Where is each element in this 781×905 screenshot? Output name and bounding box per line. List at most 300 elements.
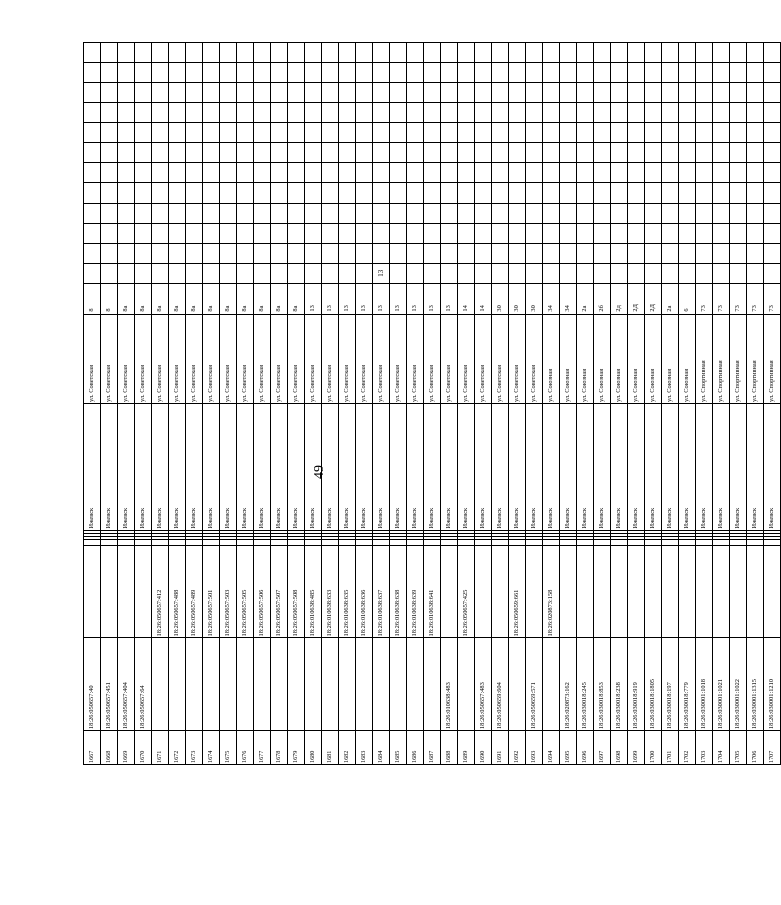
city-name: Ижевск bbox=[237, 404, 254, 531]
empty-cell bbox=[730, 123, 747, 143]
empty-cell bbox=[645, 123, 662, 143]
empty-cell bbox=[764, 143, 781, 163]
street-name: ул. Советская bbox=[254, 314, 271, 403]
city-name: Ижевск bbox=[186, 404, 203, 531]
empty-cell bbox=[594, 103, 611, 123]
cadastral-number-secondary bbox=[594, 545, 611, 638]
empty-cell bbox=[543, 83, 560, 103]
empty-cell bbox=[237, 83, 254, 103]
empty-cell bbox=[696, 143, 713, 163]
empty-cell bbox=[169, 223, 186, 243]
empty-cell bbox=[730, 63, 747, 83]
empty-cell bbox=[356, 83, 373, 103]
empty-cell bbox=[475, 123, 492, 143]
city-name: Ижевск bbox=[713, 404, 730, 531]
table-row bbox=[458, 43, 475, 765]
empty-cell bbox=[305, 203, 322, 223]
empty-cell bbox=[390, 183, 407, 203]
cadastral-number-primary bbox=[169, 638, 186, 731]
row-number: 1690 bbox=[475, 731, 492, 765]
note-number bbox=[152, 263, 169, 283]
empty-cell bbox=[373, 163, 390, 183]
empty-cell bbox=[560, 103, 577, 123]
empty-cell bbox=[373, 530, 390, 533]
note-number bbox=[594, 263, 611, 283]
empty-cell bbox=[679, 183, 696, 203]
city-name: Ижевск bbox=[203, 404, 220, 531]
empty-cell bbox=[305, 530, 322, 533]
empty-cell bbox=[662, 163, 679, 183]
cadastral-number-secondary bbox=[628, 545, 645, 638]
empty-cell bbox=[492, 83, 509, 103]
empty-cell bbox=[84, 143, 101, 163]
house-number: 13 bbox=[441, 283, 458, 314]
house-number: 14 bbox=[475, 283, 492, 314]
cadastral-number-secondary bbox=[101, 545, 118, 638]
empty-cell bbox=[713, 123, 730, 143]
empty-cell bbox=[747, 243, 764, 263]
empty-cell bbox=[577, 63, 594, 83]
empty-cell bbox=[339, 203, 356, 223]
city-name: Ижевск bbox=[730, 404, 747, 531]
house-number: 8а bbox=[152, 283, 169, 314]
street-name: ул. Союзная bbox=[560, 314, 577, 403]
table-row bbox=[526, 43, 543, 765]
empty-cell bbox=[220, 203, 237, 223]
table-row bbox=[764, 43, 781, 765]
empty-cell bbox=[220, 143, 237, 163]
empty-cell bbox=[356, 103, 373, 123]
empty-cell bbox=[747, 223, 764, 243]
house-number: 2а bbox=[577, 283, 594, 314]
row-number: 1691 bbox=[492, 731, 509, 765]
empty-cell bbox=[713, 530, 730, 533]
cadastral-number-primary: 18:26:030001:1021 bbox=[713, 638, 730, 731]
empty-cell bbox=[237, 539, 254, 545]
empty-cell bbox=[492, 63, 509, 83]
city-name: Ижевск bbox=[509, 404, 526, 531]
empty-cell bbox=[441, 530, 458, 533]
empty-cell bbox=[577, 183, 594, 203]
empty-cell bbox=[560, 533, 577, 536]
empty-cell bbox=[458, 539, 475, 545]
street-name: ул. Спортивная bbox=[747, 314, 764, 403]
cadastral-number-primary: 18:26:050657:64 bbox=[135, 638, 152, 731]
city-name: Ижевск bbox=[628, 404, 645, 531]
cadastral-number-primary bbox=[305, 638, 322, 731]
street-name: ул. Союзная bbox=[577, 314, 594, 403]
empty-cell bbox=[696, 536, 713, 539]
street-name: ул. Советская bbox=[288, 314, 305, 403]
empty-cell bbox=[220, 123, 237, 143]
street-name: ул. Советская bbox=[339, 314, 356, 403]
note-number bbox=[679, 263, 696, 283]
empty-cell bbox=[764, 223, 781, 243]
street-name: ул. Советская bbox=[220, 314, 237, 403]
empty-cell bbox=[135, 103, 152, 123]
house-number: 8а bbox=[288, 283, 305, 314]
city-name: Ижевск bbox=[458, 404, 475, 531]
empty-cell bbox=[679, 530, 696, 533]
city-name: Ижевск bbox=[288, 404, 305, 531]
empty-cell bbox=[696, 243, 713, 263]
cadastral-number-secondary: 18:26:010638:636 bbox=[356, 545, 373, 638]
cadastral-number-primary: 18:26:050657:404 bbox=[118, 638, 135, 731]
empty-cell bbox=[492, 223, 509, 243]
row-number: 1678 bbox=[271, 731, 288, 765]
empty-cell bbox=[543, 530, 560, 533]
city-name: Ижевск bbox=[220, 404, 237, 531]
empty-cell bbox=[526, 530, 543, 533]
house-number: 2а bbox=[662, 283, 679, 314]
house-number: 2Д bbox=[645, 283, 662, 314]
empty-cell bbox=[118, 203, 135, 223]
cadastral-number-secondary: 18:26:020873:158 bbox=[543, 545, 560, 638]
empty-cell bbox=[373, 183, 390, 203]
empty-cell bbox=[135, 530, 152, 533]
note-number bbox=[288, 263, 305, 283]
row-number: 1692 bbox=[509, 731, 526, 765]
cadastral-number-primary bbox=[390, 638, 407, 731]
cadastral-number-secondary bbox=[475, 545, 492, 638]
empty-cell bbox=[696, 223, 713, 243]
empty-cell bbox=[730, 243, 747, 263]
empty-cell bbox=[305, 63, 322, 83]
empty-cell bbox=[560, 123, 577, 143]
cadastral-number-secondary bbox=[118, 545, 135, 638]
cadastral-number-secondary: 18:26:050657:412 bbox=[152, 545, 169, 638]
empty-cell bbox=[356, 203, 373, 223]
note-number bbox=[543, 263, 560, 283]
empty-cell bbox=[424, 536, 441, 539]
empty-cell bbox=[220, 183, 237, 203]
table-row bbox=[730, 43, 747, 765]
empty-cell bbox=[203, 223, 220, 243]
empty-cell bbox=[424, 533, 441, 536]
cadastral-number-primary bbox=[458, 638, 475, 731]
street-name: ул. Советская bbox=[322, 314, 339, 403]
empty-cell bbox=[696, 103, 713, 123]
empty-cell bbox=[747, 203, 764, 223]
cadastral-number-secondary: 18:26:050657:507 bbox=[271, 545, 288, 638]
empty-cell bbox=[84, 243, 101, 263]
row-number: 1689 bbox=[458, 731, 475, 765]
cadastral-number-secondary bbox=[84, 545, 101, 638]
row-number: 1695 bbox=[560, 731, 577, 765]
empty-cell bbox=[339, 143, 356, 163]
empty-cell bbox=[645, 203, 662, 223]
empty-cell bbox=[152, 183, 169, 203]
empty-cell bbox=[135, 203, 152, 223]
empty-cell bbox=[645, 533, 662, 536]
empty-cell bbox=[577, 533, 594, 536]
note-number bbox=[169, 263, 186, 283]
empty-cell bbox=[169, 43, 186, 63]
empty-cell bbox=[186, 530, 203, 533]
empty-cell bbox=[628, 103, 645, 123]
empty-cell bbox=[84, 83, 101, 103]
empty-cell bbox=[560, 539, 577, 545]
cadastral-number-secondary bbox=[696, 545, 713, 638]
empty-cell bbox=[560, 243, 577, 263]
house-number: 73 bbox=[713, 283, 730, 314]
note-number bbox=[713, 263, 730, 283]
empty-cell bbox=[118, 183, 135, 203]
street-name: ул. Советская bbox=[407, 314, 424, 403]
empty-cell bbox=[662, 83, 679, 103]
empty-cell bbox=[288, 63, 305, 83]
table-row bbox=[84, 43, 101, 765]
empty-cell bbox=[441, 103, 458, 123]
empty-cell bbox=[322, 63, 339, 83]
empty-cell bbox=[713, 539, 730, 545]
empty-cell bbox=[764, 203, 781, 223]
house-number: 8 bbox=[101, 283, 118, 314]
empty-cell bbox=[203, 83, 220, 103]
table-row bbox=[543, 43, 560, 765]
row-number: 1676 bbox=[237, 731, 254, 765]
house-number: 13 bbox=[305, 283, 322, 314]
empty-cell bbox=[101, 83, 118, 103]
empty-cell bbox=[203, 533, 220, 536]
empty-cell bbox=[288, 183, 305, 203]
empty-cell bbox=[356, 63, 373, 83]
empty-cell bbox=[492, 203, 509, 223]
empty-cell bbox=[203, 539, 220, 545]
empty-cell bbox=[339, 183, 356, 203]
empty-cell bbox=[594, 63, 611, 83]
street-name: ул. Советская bbox=[424, 314, 441, 403]
empty-cell bbox=[747, 530, 764, 533]
empty-cell bbox=[560, 143, 577, 163]
table-row bbox=[220, 43, 237, 765]
empty-cell bbox=[84, 163, 101, 183]
empty-cell bbox=[645, 63, 662, 83]
street-name: ул. Советская bbox=[509, 314, 526, 403]
empty-cell bbox=[118, 243, 135, 263]
street-name: ул. Советская bbox=[475, 314, 492, 403]
empty-cell bbox=[730, 163, 747, 183]
cadastral-number-primary: 18:26:030001:1210 bbox=[764, 638, 781, 731]
row-number: 1679 bbox=[288, 731, 305, 765]
empty-cell bbox=[713, 203, 730, 223]
note-number bbox=[339, 263, 356, 283]
empty-cell bbox=[645, 163, 662, 183]
empty-cell bbox=[271, 539, 288, 545]
empty-cell bbox=[424, 243, 441, 263]
empty-cell bbox=[152, 539, 169, 545]
street-name: ул. Союзная bbox=[611, 314, 628, 403]
note-number bbox=[84, 263, 101, 283]
empty-cell bbox=[203, 243, 220, 263]
city-name: Ижевск bbox=[373, 404, 390, 531]
empty-cell bbox=[662, 203, 679, 223]
empty-cell bbox=[577, 223, 594, 243]
empty-cell bbox=[475, 103, 492, 123]
empty-cell bbox=[101, 530, 118, 533]
empty-cell bbox=[730, 223, 747, 243]
empty-cell bbox=[509, 43, 526, 63]
empty-cell bbox=[339, 163, 356, 183]
empty-cell bbox=[271, 163, 288, 183]
empty-cell bbox=[662, 536, 679, 539]
empty-cell bbox=[356, 223, 373, 243]
empty-cell bbox=[509, 539, 526, 545]
row-number: 1667 bbox=[84, 731, 101, 765]
street-name: ул. Советская bbox=[84, 314, 101, 403]
table-row bbox=[424, 43, 441, 765]
table-row bbox=[441, 43, 458, 765]
empty-cell bbox=[492, 43, 509, 63]
empty-cell bbox=[254, 243, 271, 263]
street-name: ул. Советская bbox=[118, 314, 135, 403]
empty-cell bbox=[84, 103, 101, 123]
table-row bbox=[322, 43, 339, 765]
empty-cell bbox=[764, 103, 781, 123]
empty-cell bbox=[84, 530, 101, 533]
empty-cell bbox=[254, 203, 271, 223]
empty-cell bbox=[339, 530, 356, 533]
row-number: 1684 bbox=[373, 731, 390, 765]
empty-cell bbox=[526, 533, 543, 536]
row-number: 1705 bbox=[730, 731, 747, 765]
empty-cell bbox=[186, 123, 203, 143]
empty-cell bbox=[203, 163, 220, 183]
empty-cell bbox=[135, 143, 152, 163]
empty-cell bbox=[254, 533, 271, 536]
empty-cell bbox=[118, 223, 135, 243]
empty-cell bbox=[424, 183, 441, 203]
city-name: Ижевск bbox=[356, 404, 373, 531]
empty-cell bbox=[492, 539, 509, 545]
empty-cell bbox=[322, 183, 339, 203]
empty-cell bbox=[322, 103, 339, 123]
empty-cell bbox=[730, 83, 747, 103]
cadastral-number-primary: 18:26:030018:919 bbox=[628, 638, 645, 731]
empty-cell bbox=[662, 223, 679, 243]
empty-cell bbox=[492, 183, 509, 203]
cadastral-number-primary bbox=[186, 638, 203, 731]
street-name: ул. Советская bbox=[271, 314, 288, 403]
street-name: ул. Спортивная bbox=[764, 314, 781, 403]
empty-cell bbox=[441, 43, 458, 63]
empty-cell bbox=[679, 103, 696, 123]
empty-cell bbox=[118, 43, 135, 63]
cadastral-number-secondary bbox=[764, 545, 781, 638]
empty-cell bbox=[730, 530, 747, 533]
street-name: ул. Советская bbox=[135, 314, 152, 403]
row-number: 1693 bbox=[526, 731, 543, 765]
empty-cell bbox=[475, 63, 492, 83]
house-number: 30 bbox=[492, 283, 509, 314]
empty-cell bbox=[322, 530, 339, 533]
cadastral-number-primary bbox=[237, 638, 254, 731]
empty-cell bbox=[407, 143, 424, 163]
empty-cell bbox=[152, 223, 169, 243]
street-name: ул. Спортивная bbox=[713, 314, 730, 403]
empty-cell bbox=[628, 536, 645, 539]
empty-cell bbox=[288, 83, 305, 103]
empty-cell bbox=[747, 536, 764, 539]
row-number: 1686 bbox=[407, 731, 424, 765]
city-name: Ижевск bbox=[305, 404, 322, 531]
empty-cell bbox=[356, 143, 373, 163]
empty-cell bbox=[220, 103, 237, 123]
empty-cell bbox=[305, 163, 322, 183]
street-name: ул. Советская bbox=[441, 314, 458, 403]
empty-cell bbox=[254, 63, 271, 83]
empty-cell bbox=[271, 123, 288, 143]
cadastral-number-primary: 18:26:030018:197 bbox=[662, 638, 679, 731]
empty-cell bbox=[509, 536, 526, 539]
street-name: ул. Советская bbox=[186, 314, 203, 403]
empty-cell bbox=[594, 183, 611, 203]
cadastral-number-secondary bbox=[526, 545, 543, 638]
empty-cell bbox=[288, 43, 305, 63]
empty-cell bbox=[220, 163, 237, 183]
empty-cell bbox=[611, 83, 628, 103]
street-name: ул. Советская bbox=[373, 314, 390, 403]
empty-cell bbox=[271, 143, 288, 163]
empty-cell bbox=[611, 103, 628, 123]
empty-cell bbox=[186, 533, 203, 536]
empty-cell bbox=[696, 539, 713, 545]
cadastral-number-secondary: 18:26:050657:506 bbox=[254, 545, 271, 638]
empty-cell bbox=[645, 183, 662, 203]
empty-cell bbox=[135, 123, 152, 143]
empty-cell bbox=[577, 536, 594, 539]
note-number bbox=[611, 263, 628, 283]
empty-cell bbox=[492, 533, 509, 536]
empty-cell bbox=[407, 533, 424, 536]
empty-cell bbox=[747, 533, 764, 536]
empty-cell bbox=[118, 63, 135, 83]
empty-cell bbox=[203, 536, 220, 539]
empty-cell bbox=[458, 223, 475, 243]
empty-cell bbox=[611, 43, 628, 63]
empty-cell bbox=[645, 143, 662, 163]
house-number: 30 bbox=[526, 283, 543, 314]
note-number bbox=[645, 263, 662, 283]
empty-cell bbox=[407, 223, 424, 243]
empty-cell bbox=[543, 123, 560, 143]
empty-cell bbox=[475, 83, 492, 103]
cadastral-number-primary: 18:26:020873:162 bbox=[560, 638, 577, 731]
city-name: Ижевск bbox=[118, 404, 135, 531]
table-row bbox=[237, 43, 254, 765]
empty-cell bbox=[594, 43, 611, 63]
empty-cell bbox=[407, 103, 424, 123]
empty-cell bbox=[526, 43, 543, 63]
empty-cell bbox=[679, 533, 696, 536]
house-number: 34 bbox=[543, 283, 560, 314]
empty-cell bbox=[271, 536, 288, 539]
empty-cell bbox=[322, 203, 339, 223]
empty-cell bbox=[543, 243, 560, 263]
empty-cell bbox=[135, 536, 152, 539]
empty-cell bbox=[458, 533, 475, 536]
street-name: ул. Союзная bbox=[679, 314, 696, 403]
empty-cell bbox=[679, 243, 696, 263]
empty-cell bbox=[390, 143, 407, 163]
empty-cell bbox=[509, 63, 526, 83]
city-name: Ижевск bbox=[271, 404, 288, 531]
empty-cell bbox=[305, 183, 322, 203]
table-row bbox=[560, 43, 577, 765]
empty-cell bbox=[237, 183, 254, 203]
row-number: 1699 bbox=[628, 731, 645, 765]
empty-cell bbox=[543, 43, 560, 63]
